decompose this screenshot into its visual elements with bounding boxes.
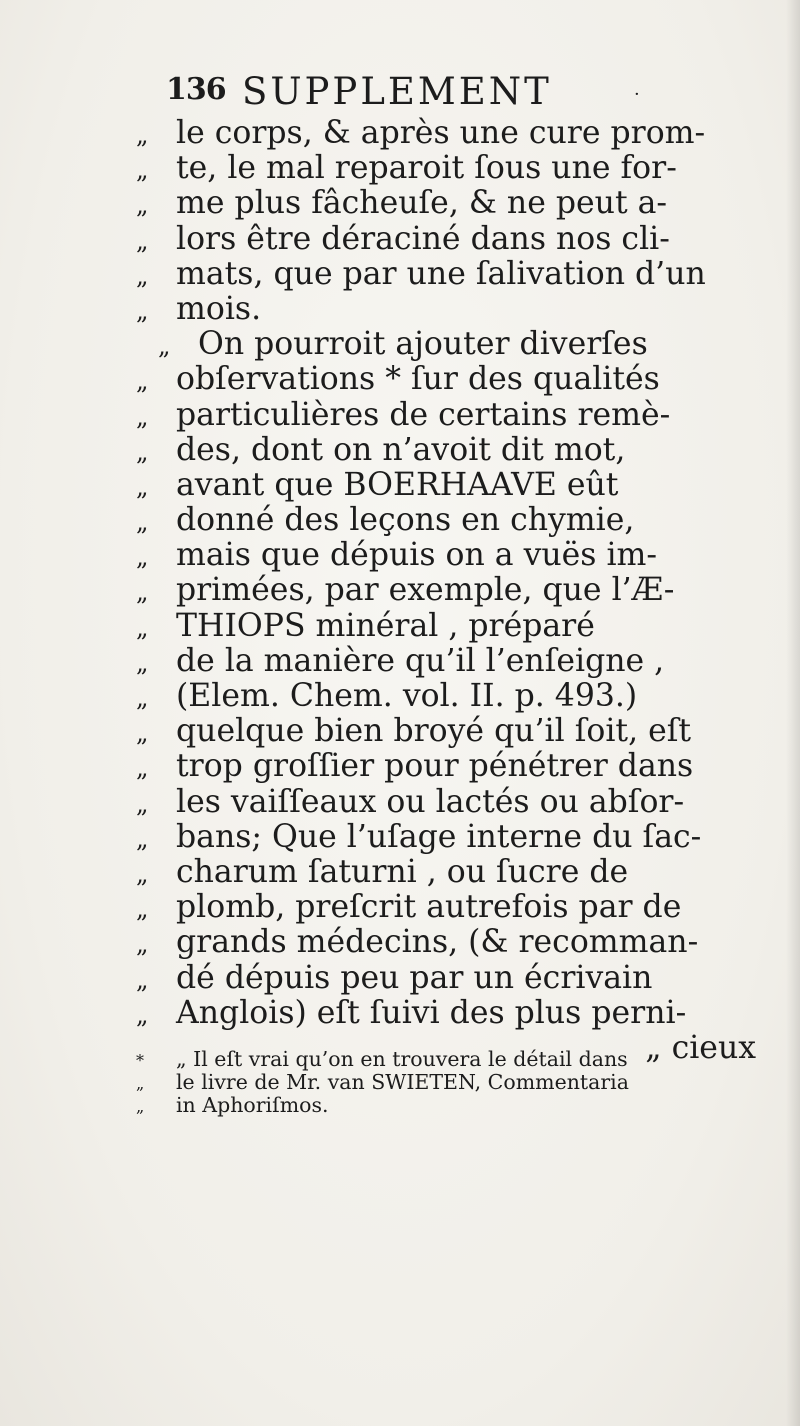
text-line bbox=[136, 714, 776, 749]
text-line bbox=[136, 398, 776, 433]
line-text: avant que BOERHAAVE eût bbox=[176, 466, 619, 503]
line-text: me plus fâcheuſe, & ne peut a- bbox=[176, 185, 668, 222]
page-header bbox=[166, 70, 686, 118]
page-number: 136 bbox=[166, 72, 226, 107]
line-text: mats, que par une ſalivation d’un bbox=[176, 255, 706, 292]
line-text: charum ſaturni , ou ſucre de bbox=[176, 853, 629, 890]
quote-mark: „ bbox=[158, 332, 171, 361]
line-text: THIOPS minéral , préparé bbox=[176, 607, 595, 644]
footnote-text: in Aphoriſmos. bbox=[176, 1093, 329, 1117]
quote-mark: „ bbox=[136, 754, 149, 783]
text-line bbox=[136, 433, 776, 468]
quote-mark: „ bbox=[136, 895, 149, 924]
quote-mark: „ bbox=[136, 719, 149, 748]
line-text: particulières de certains remè- bbox=[176, 396, 671, 433]
catchword: „ cieux bbox=[645, 1029, 756, 1066]
running-title: SUPPLEMENT bbox=[242, 70, 552, 113]
quote-mark: „ bbox=[136, 684, 149, 712]
text-line bbox=[136, 961, 776, 996]
quote-mark: „ bbox=[136, 226, 149, 255]
text-line bbox=[136, 609, 776, 644]
quote-mark: „ bbox=[136, 437, 149, 466]
text-line bbox=[136, 644, 776, 679]
line-text: les vaiſſeaux ou lactés ou abſor- bbox=[176, 783, 685, 820]
quote-mark: „ bbox=[136, 930, 149, 959]
text-line bbox=[136, 327, 776, 362]
line-text: Anglois) eſt ſuivi des plus perni- bbox=[176, 994, 687, 1031]
text-line bbox=[136, 855, 776, 890]
text-line bbox=[136, 538, 776, 573]
line-text: trop groſſier pour pénétrer dans bbox=[176, 748, 694, 785]
line-text: des, dont on n’avoit dit mot, bbox=[176, 431, 626, 468]
quote-mark: „ bbox=[136, 824, 149, 853]
text-line bbox=[136, 362, 776, 397]
footnote-text: le livre de Mr. van SWIETEN, Commentaria bbox=[176, 1070, 629, 1094]
line-text: obſervations * ſur des qualités bbox=[176, 361, 660, 398]
text-line bbox=[136, 785, 776, 820]
text-line bbox=[136, 222, 776, 257]
body-text bbox=[136, 116, 776, 1066]
quote-mark: „ bbox=[136, 367, 149, 396]
line-text: plomb, preſcrit autrefois par de bbox=[176, 889, 682, 926]
text-line bbox=[136, 890, 776, 925]
quote-mark: „ bbox=[136, 402, 149, 431]
quote-mark: „ bbox=[136, 578, 149, 607]
text-line bbox=[136, 186, 776, 221]
text-line bbox=[136, 996, 776, 1031]
quote-mark: „ bbox=[136, 156, 149, 185]
text-line bbox=[136, 820, 776, 855]
quote-mark: „ bbox=[136, 1074, 145, 1093]
text-line bbox=[136, 116, 776, 151]
footnote-line bbox=[136, 1071, 776, 1094]
line-text: bans; Que l’uſage interne du ſac- bbox=[176, 818, 702, 855]
line-text: donné des leçons en chymie, bbox=[176, 502, 635, 539]
text-line bbox=[136, 151, 776, 186]
quote-mark: „ bbox=[136, 261, 149, 290]
quote-mark: „ bbox=[136, 648, 149, 677]
quote-mark: „ bbox=[136, 508, 149, 537]
line-text: dé dépuis peu par un écrivain bbox=[176, 959, 653, 996]
quote-mark: „ bbox=[136, 1097, 145, 1116]
quote-mark: „ bbox=[136, 543, 149, 572]
line-text: quelque bien broyé qu’il ſoit, eſt bbox=[176, 713, 692, 750]
text-line bbox=[136, 468, 776, 503]
line-text: le corps, & après une cure prom- bbox=[176, 115, 706, 151]
text-line bbox=[136, 749, 776, 784]
footnote-marker: * bbox=[136, 1051, 144, 1070]
quote-mark: „ bbox=[136, 1000, 149, 1029]
footnote-text: „ Il eſt vrai qu’on en trouvera le détail dans bbox=[176, 1047, 628, 1071]
line-text: mois. bbox=[176, 290, 262, 327]
line-text: lors être déraciné dans nos cli- bbox=[176, 220, 670, 257]
text-line bbox=[136, 292, 776, 327]
text-line bbox=[136, 925, 776, 960]
quote-mark: „ bbox=[136, 613, 149, 642]
header-mark: · bbox=[634, 84, 640, 105]
line-text: grands médecins, (& recomman- bbox=[176, 924, 699, 961]
quote-mark: „ bbox=[136, 859, 149, 888]
quote-mark: „ bbox=[136, 296, 149, 325]
line-text: de la manière qu’il l’enſeigne , bbox=[176, 642, 665, 679]
text-line bbox=[136, 573, 776, 608]
text-line bbox=[136, 257, 776, 292]
quote-mark: „ bbox=[136, 121, 149, 149]
quote-mark: „ bbox=[136, 191, 149, 220]
line-text: primées, par exemple, que l’Æ- bbox=[176, 572, 675, 609]
footnote-line bbox=[136, 1094, 776, 1117]
line-text: te, le mal reparoit ſous une for- bbox=[176, 150, 677, 187]
quote-mark: „ bbox=[136, 472, 149, 501]
footnote-line bbox=[136, 1048, 776, 1071]
line-text: mais que dépuis on a vuës im- bbox=[176, 537, 658, 574]
page-edge-shadow bbox=[786, 0, 800, 1426]
text-line bbox=[136, 503, 776, 538]
footnote bbox=[136, 1048, 776, 1117]
line-text: On pourroit ajouter diverſes bbox=[198, 326, 648, 363]
text-line bbox=[136, 679, 776, 714]
quote-mark: „ bbox=[136, 789, 149, 818]
quote-mark: „ bbox=[136, 965, 149, 994]
line-text: (Elem. Chem. vol. II. p. 493.) bbox=[176, 678, 638, 714]
